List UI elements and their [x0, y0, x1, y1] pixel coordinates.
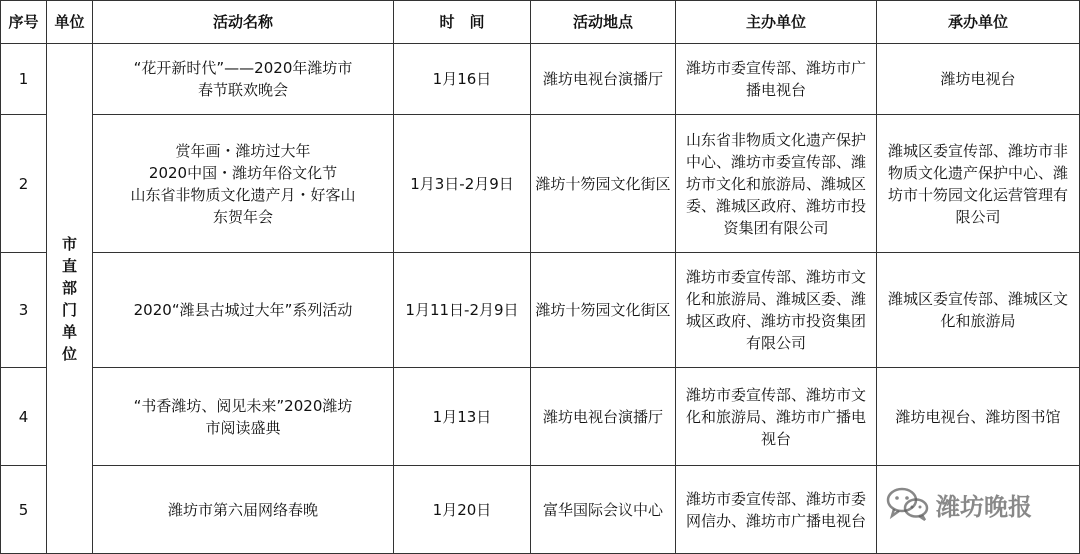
header-host: 主办单位 [676, 1, 877, 44]
row-seq: 3 [1, 253, 47, 368]
row-name-line: 赏年画・潍坊过大年 [175, 141, 311, 160]
row-time: 1月20日 [394, 466, 531, 554]
row-name-line: 2020“潍县古城过大年”系列活动 [133, 301, 353, 319]
row-organizer: 潍坊电视台、潍坊图书馆 [877, 368, 1080, 466]
row-name-line: “书香潍坊、阅见未来”2020潍坊 [133, 396, 353, 415]
header-seq: 序号 [1, 1, 47, 44]
row-host: 山东省非物质文化遗产保护中心、潍坊市委宣传部、潍坊市文化和旅游局、潍城区委、潍城区政府、潍坊市投资集团有限公司 [676, 115, 877, 253]
row-name [93, 115, 394, 253]
table-row [1, 466, 1080, 554]
row-name-line: 山东省非物质文化遗产月・好客山 [130, 185, 356, 204]
header-time: 时 间 [394, 1, 531, 44]
row-host: 潍坊市委宣传部、潍坊市文化和旅游局、潍坊市广播电视台 [676, 368, 877, 466]
row-time: 1月11日-2月9日 [394, 253, 531, 368]
row-venue: 潍坊电视台演播厅 [531, 368, 676, 466]
header-organizer: 承办单位 [877, 1, 1080, 44]
row-seq: 4 [1, 368, 47, 466]
table-row [1, 44, 1080, 115]
row-host: 潍坊市委宣传部、潍坊市文化和旅游局、潍城区委、潍城区政府、潍坊市投资集团有限公司 [676, 253, 877, 368]
unit-group-cell [47, 44, 93, 554]
header-venue: 活动地点 [531, 1, 676, 44]
row-organizer: 潍城区委宣传部、潍坊市非物质文化遗产保护中心、潍坊市十笏园文化运营管理有限公司 [877, 115, 1080, 253]
row-venue: 富华国际会议中心 [531, 466, 676, 554]
row-seq: 1 [1, 44, 47, 115]
row-organizer: 潍城区委宣传部、潍城区文化和旅游局 [877, 253, 1080, 368]
header-row [1, 1, 1080, 44]
row-host: 潍坊市委宣传部、潍坊市委网信办、潍坊市广播电视台 [676, 466, 877, 554]
row-name-line: 2020中国・潍坊年俗文化节 [148, 163, 338, 182]
row-seq: 5 [1, 466, 47, 554]
row-name-line: “花开新时代”——2020年潍坊市 [133, 59, 353, 77]
row-name-line: 市阅读盛典 [205, 418, 281, 437]
row-host: 潍坊市委宣传部、潍坊市广播电视台 [676, 44, 877, 115]
row-name [93, 44, 394, 115]
row-name [93, 466, 394, 554]
row-name-line: 春节联欢晚会 [197, 81, 288, 99]
row-venue: 潍坊电视台演播厅 [531, 44, 676, 115]
row-name-line: 东贺年会 [212, 207, 273, 226]
header-unit: 单位 [47, 1, 93, 44]
row-name [93, 253, 394, 368]
table-row [1, 368, 1080, 466]
row-name-line: 潍坊市第六届网络春晚 [167, 500, 318, 519]
row-venue: 潍坊十笏园文化街区 [531, 253, 676, 368]
row-venue: 潍坊十笏园文化街区 [531, 115, 676, 253]
row-name [93, 368, 394, 466]
row-seq: 2 [1, 115, 47, 253]
row-time: 1月16日 [394, 44, 531, 115]
row-time: 1月3日-2月9日 [394, 115, 531, 253]
row-organizer: 潍坊电视台 [877, 44, 1080, 115]
watermark-text: 潍坊晚报 [936, 492, 1032, 521]
unit-group-label: 市直部门单位 [61, 234, 77, 363]
row-organizer [877, 466, 1080, 554]
table-row [1, 115, 1080, 253]
header-name: 活动名称 [93, 1, 394, 44]
table-row [1, 253, 1080, 368]
row-time: 1月13日 [394, 368, 531, 466]
